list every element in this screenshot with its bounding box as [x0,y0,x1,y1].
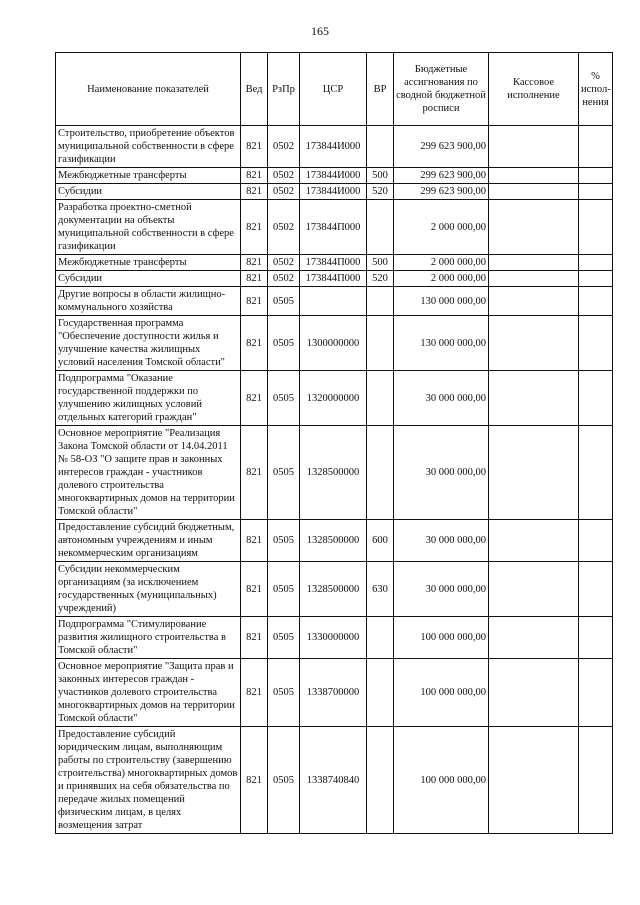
cell-vr [367,287,394,316]
cell-name: Основное мероприятие "Реализация Закона Томской области от 14.04.2011 № 58-ОЗ "О защите прав и законных интересов граждан - участников долевого строительства многоквартирных домов на территории Томской области" [56,426,241,520]
cell-rzpr: 0502 [268,255,300,271]
cell-percent [579,562,613,617]
cell-ved: 821 [241,168,268,184]
cell-csr: 1338740840 [300,727,367,834]
cell-ved: 821 [241,617,268,659]
cell-rzpr: 0505 [268,316,300,371]
cell-name: Государственная программа "Обеспечение доступности жилья и улучшение качества жилищных условий населения Томской области" [56,316,241,371]
table-row [56,184,613,200]
cell-amount: 2 000 000,00 [394,255,489,271]
cell-name: Предоставление субсидий бюджетным, автономным учреждениям и иным некоммерческим организациям [56,520,241,562]
cell-csr: 1300000000 [300,316,367,371]
cell-percent [579,371,613,426]
cell-vr [367,426,394,520]
cell-csr: 173844П000 [300,271,367,287]
header-amount: Бюджетные ассигнования по сводной бюджетной росписи [394,53,489,126]
cell-ved: 821 [241,562,268,617]
cell-percent [579,316,613,371]
cell-amount: 130 000 000,00 [394,316,489,371]
header-vr: ВР [367,53,394,126]
table-row [56,168,613,184]
cell-percent [579,200,613,255]
cell-amount: 30 000 000,00 [394,520,489,562]
page-number: 165 [311,24,329,38]
cell-rzpr: 0502 [268,200,300,255]
cell-csr: 1338700000 [300,659,367,727]
cell-percent [579,255,613,271]
cell-name: Субсидии некоммерческим организациям (за исключением государственных (муниципальных) учреждений) [56,562,241,617]
cell-ved: 821 [241,126,268,168]
cell-name: Субсидии [56,184,241,200]
cell-amount: 2 000 000,00 [394,200,489,255]
cell-percent [579,287,613,316]
cell-ved: 821 [241,184,268,200]
cell-vr: 500 [367,255,394,271]
cell-amount: 130 000 000,00 [394,287,489,316]
table-row [56,520,613,562]
cell-csr [300,287,367,316]
cell-percent [579,659,613,727]
cell-cash [489,316,579,371]
table-row [56,371,613,426]
cell-cash [489,200,579,255]
table-row [56,426,613,520]
cell-cash [489,271,579,287]
cell-ved: 821 [241,659,268,727]
cell-vr: 520 [367,271,394,287]
cell-name: Разработка проектно-сметной документации на объекты муниципальной собственности в сфере газификации [56,200,241,255]
cell-rzpr: 0505 [268,426,300,520]
cell-percent [579,271,613,287]
header-csr: ЦСР [300,53,367,126]
cell-rzpr: 0505 [268,371,300,426]
cell-ved: 821 [241,520,268,562]
cell-vr [367,659,394,727]
cell-vr [367,200,394,255]
cell-rzpr: 0505 [268,727,300,834]
table-row [56,271,613,287]
table-row [56,727,613,834]
cell-ved: 821 [241,200,268,255]
cell-cash [489,255,579,271]
cell-percent [579,727,613,834]
cell-csr: 173844И000 [300,168,367,184]
header-ved: Вед [241,53,268,126]
cell-name: Строительство, приобретение объектов муниципальной собственности в сфере газификации [56,126,241,168]
cell-rzpr: 0505 [268,520,300,562]
header-name: Наименование показателей [56,53,241,126]
cell-amount: 100 000 000,00 [394,727,489,834]
cell-amount: 30 000 000,00 [394,562,489,617]
table-row [56,255,613,271]
cell-ved: 821 [241,316,268,371]
cell-rzpr: 0505 [268,287,300,316]
cell-ved: 821 [241,287,268,316]
cell-amount: 30 000 000,00 [394,371,489,426]
cell-ved: 821 [241,426,268,520]
table-row [56,287,613,316]
table-header-row [56,53,613,126]
cell-cash [489,617,579,659]
cell-amount: 299 623 900,00 [394,168,489,184]
table-row [56,316,613,371]
cell-vr: 630 [367,562,394,617]
cell-amount: 2 000 000,00 [394,271,489,287]
cell-rzpr: 0502 [268,271,300,287]
cell-vr [367,727,394,834]
cell-rzpr: 0502 [268,184,300,200]
cell-csr: 1328500000 [300,520,367,562]
cell-csr: 173844П000 [300,255,367,271]
header-rzpr: РзПр [268,53,300,126]
cell-cash [489,184,579,200]
cell-cash [489,126,579,168]
cell-ved: 821 [241,371,268,426]
cell-ved: 821 [241,255,268,271]
cell-cash [489,562,579,617]
header-percent: % испол-нения [579,53,613,126]
table-row [56,617,613,659]
cell-ved: 821 [241,727,268,834]
cell-amount: 299 623 900,00 [394,184,489,200]
cell-vr [367,371,394,426]
cell-name: Межбюджетные трансферты [56,255,241,271]
cell-rzpr: 0505 [268,562,300,617]
cell-csr: 1330000000 [300,617,367,659]
cell-percent [579,617,613,659]
cell-amount: 30 000 000,00 [394,426,489,520]
cell-name: Межбюджетные трансферты [56,168,241,184]
cell-vr: 600 [367,520,394,562]
cell-cash [489,426,579,520]
cell-csr: 173844П000 [300,200,367,255]
cell-rzpr: 0502 [268,126,300,168]
cell-cash [489,287,579,316]
cell-vr [367,617,394,659]
cell-amount: 299 623 900,00 [394,126,489,168]
cell-percent [579,426,613,520]
table-row [56,126,613,168]
cell-vr: 520 [367,184,394,200]
cell-rzpr: 0505 [268,659,300,727]
cell-csr: 173844И000 [300,126,367,168]
cell-percent [579,520,613,562]
table-row [56,562,613,617]
cell-percent [579,184,613,200]
header-cash: Кассовое исполнение [489,53,579,126]
cell-percent [579,168,613,184]
cell-cash [489,371,579,426]
cell-csr: 173844И000 [300,184,367,200]
cell-name: Субсидии [56,271,241,287]
budget-table [55,52,613,834]
cell-cash [489,520,579,562]
cell-name: Другие вопросы в области жилищно-коммунального хозяйства [56,287,241,316]
table-row [56,659,613,727]
cell-name: Основное мероприятие "Защита прав и законных интересов граждан - участников долевого строительства многоквартирных домов на территории Томской области" [56,659,241,727]
cell-csr: 1320000000 [300,371,367,426]
cell-amount: 100 000 000,00 [394,617,489,659]
cell-amount: 100 000 000,00 [394,659,489,727]
cell-cash [489,659,579,727]
cell-cash [489,727,579,834]
cell-percent [579,126,613,168]
cell-name: Подпрограмма "Оказание государственной поддержки по улучшению жилищных условий отдельных категорий граждан" [56,371,241,426]
cell-name: Подпрограмма "Стимулирование развития жилищного строительства в Томской области" [56,617,241,659]
cell-rzpr: 0502 [268,168,300,184]
cell-vr [367,126,394,168]
cell-rzpr: 0505 [268,617,300,659]
cell-vr [367,316,394,371]
table-row [56,200,613,255]
cell-vr: 500 [367,168,394,184]
cell-ved: 821 [241,271,268,287]
cell-csr: 1328500000 [300,426,367,520]
cell-csr: 1328500000 [300,562,367,617]
cell-name: Предоставление субсидий юридическим лицам, выполняющим работы по строительству (завершению строительства) многоквартирных домов и принявших на себя обязательства по передаче жилых помещений физическим лицам, в целях возмещения затрат [56,727,241,834]
cell-cash [489,168,579,184]
